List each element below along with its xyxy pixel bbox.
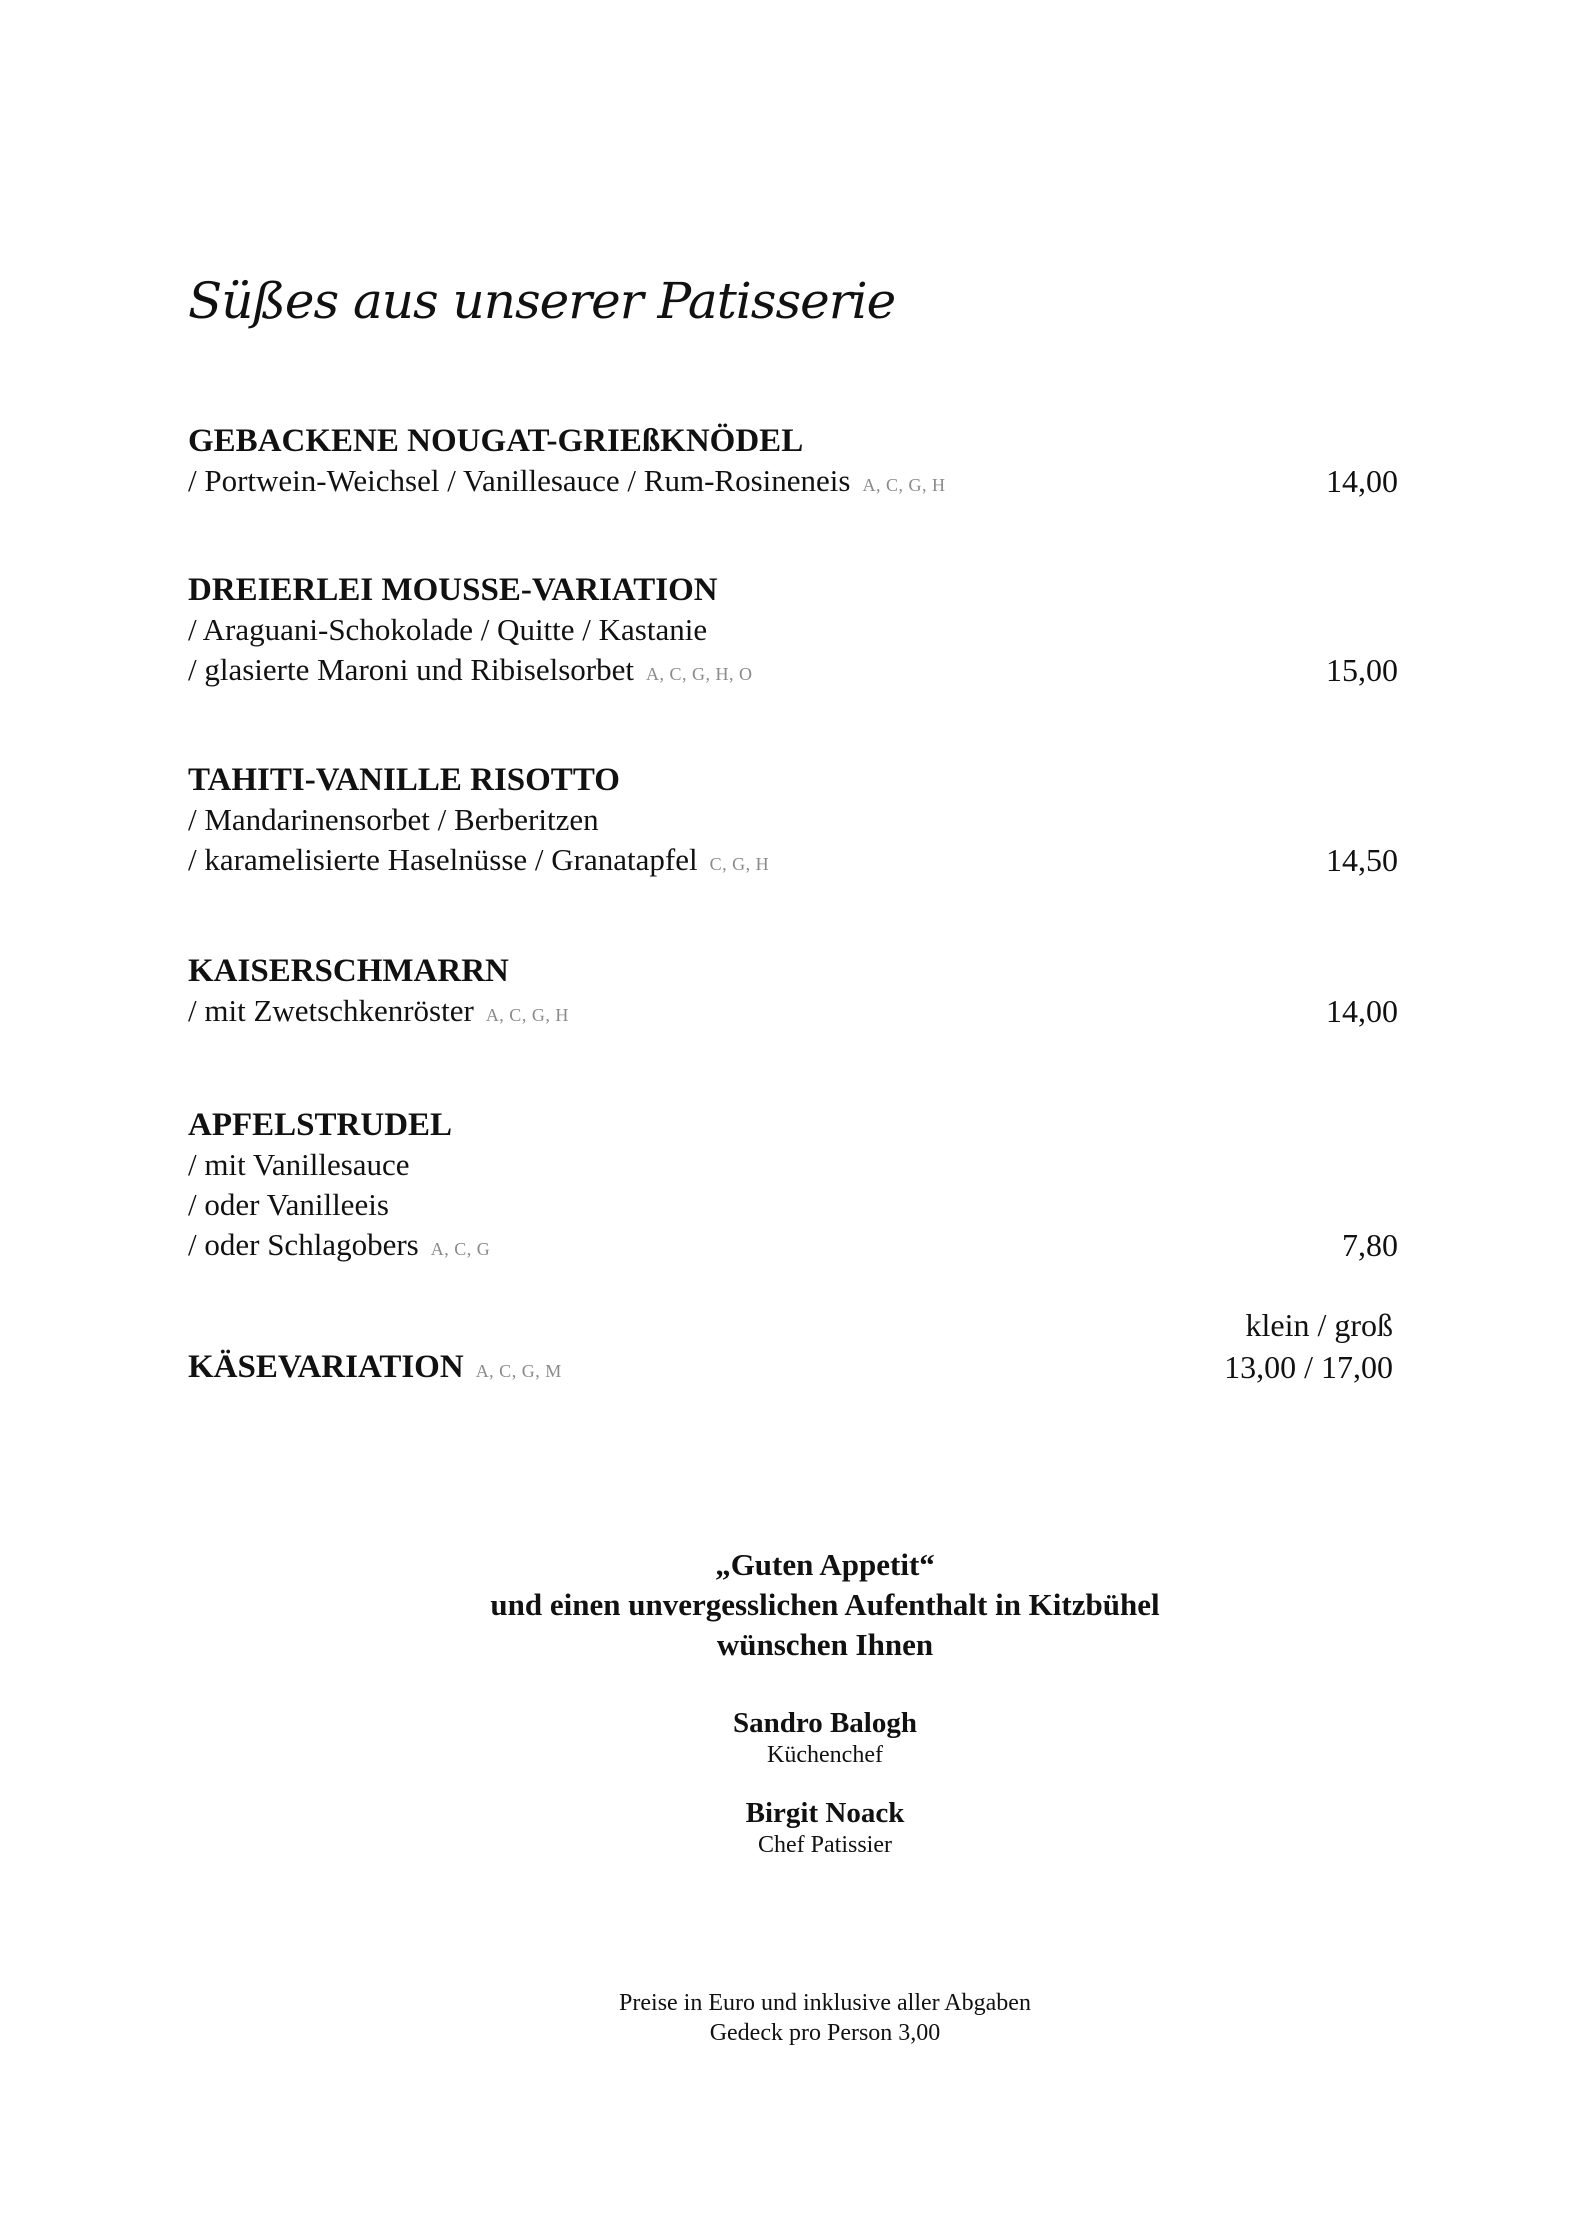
dish-description-line xyxy=(188,610,1398,650)
dish-tahiti-vanille-risotto xyxy=(188,760,1398,880)
dish-apfelstrudel xyxy=(188,1105,1398,1265)
menu-title: Süßes aus unserer Patisserie xyxy=(188,272,896,330)
dish-name: GEBACKENE NOUGAT-GRIEßKNÖDEL xyxy=(188,423,804,459)
chef-role: Chef Patissier xyxy=(758,1832,892,1858)
allergen-codes: C, G, H xyxy=(709,854,770,874)
allergen-codes: A, C, G xyxy=(430,1239,491,1259)
chef-name: Sandro Balogh xyxy=(732,1707,917,1739)
dish-name: KAISERSCHMARRN xyxy=(188,953,509,989)
dish-mousse-variation xyxy=(188,570,1398,690)
dish-description: / oder Vanilleeis xyxy=(188,1187,389,1222)
dish-description: / mit Vanillesauce xyxy=(188,1147,410,1182)
dish-description-line xyxy=(188,1185,1398,1225)
price-footer xyxy=(0,1988,1570,2048)
dish-name: TAHITI-VANILLE RISOTTO xyxy=(188,762,620,798)
size-header: klein / groß xyxy=(1245,1307,1393,1343)
dish-price: 14,50 xyxy=(1326,842,1398,878)
allergen-codes: A, C, G, M xyxy=(475,1361,562,1381)
allergen-codes: A, C, G, H, O xyxy=(645,664,753,684)
dish-price: 7,80 xyxy=(1342,1227,1398,1263)
dish-price: 13,00 / 17,00 xyxy=(1224,1349,1393,1385)
dish-description: / oder Schlagobers xyxy=(188,1227,419,1262)
greeting-line: wünschen Ihnen xyxy=(716,1627,934,1662)
allergen-codes: A, C, G, H xyxy=(485,1005,569,1025)
dish-description: / mit Zwetschkenröster xyxy=(188,993,474,1028)
dish-description-line xyxy=(188,461,1398,501)
chef-signature xyxy=(0,1795,1570,1859)
allergen-codes: A, C, G, H xyxy=(862,475,946,495)
dish-description-line xyxy=(188,800,1398,840)
dish-row xyxy=(188,1345,1393,1389)
greeting-line: und einen unvergesslichen Aufenthalt in Kitzbühel xyxy=(490,1587,1160,1622)
dish-kaesevariation xyxy=(188,1305,1393,1389)
dish-name: APFELSTRUDEL xyxy=(188,1107,453,1143)
dish-description-line xyxy=(188,650,1398,690)
greeting-line: „Guten Appetit“ xyxy=(715,1547,935,1582)
dish-description-line xyxy=(188,991,1398,1031)
closing-greeting xyxy=(0,1545,1570,1665)
dish-nougat-griessknoedel xyxy=(188,421,1398,501)
dish-description-line xyxy=(188,1225,1398,1265)
dish-description: / karamelisierte Haselnüsse / Granatapfel xyxy=(188,842,698,877)
dish-name: KÄSEVARIATION xyxy=(188,1349,464,1385)
footer-line: Preise in Euro und inklusive aller Abgaben xyxy=(619,1990,1031,2016)
dish-description: / Araguani-Schokolade / Quitte / Kastanie xyxy=(188,612,708,647)
dish-name: DREIERLEI MOUSSE-VARIATION xyxy=(188,572,718,608)
footer-line: Gedeck pro Person 3,00 xyxy=(709,2020,941,2046)
chef-signature xyxy=(0,1705,1570,1769)
dish-description: / Portwein-Weichsel / Vanillesauce / Rum-Rosineneis xyxy=(188,463,851,498)
dish-description-line xyxy=(188,1145,1398,1185)
dish-description: / glasierte Maroni und Ribiselsorbet xyxy=(188,652,634,687)
dish-price: 14,00 xyxy=(1326,463,1398,499)
dish-description-line xyxy=(188,840,1398,880)
dish-kaiserschmarrn xyxy=(188,951,1398,1031)
chef-role: Küchenchef xyxy=(767,1742,883,1768)
dish-price: 14,00 xyxy=(1326,993,1398,1029)
dish-price: 15,00 xyxy=(1326,652,1398,688)
dish-description: / Mandarinensorbet / Berberitzen xyxy=(188,802,599,837)
chef-name: Birgit Noack xyxy=(745,1797,905,1829)
